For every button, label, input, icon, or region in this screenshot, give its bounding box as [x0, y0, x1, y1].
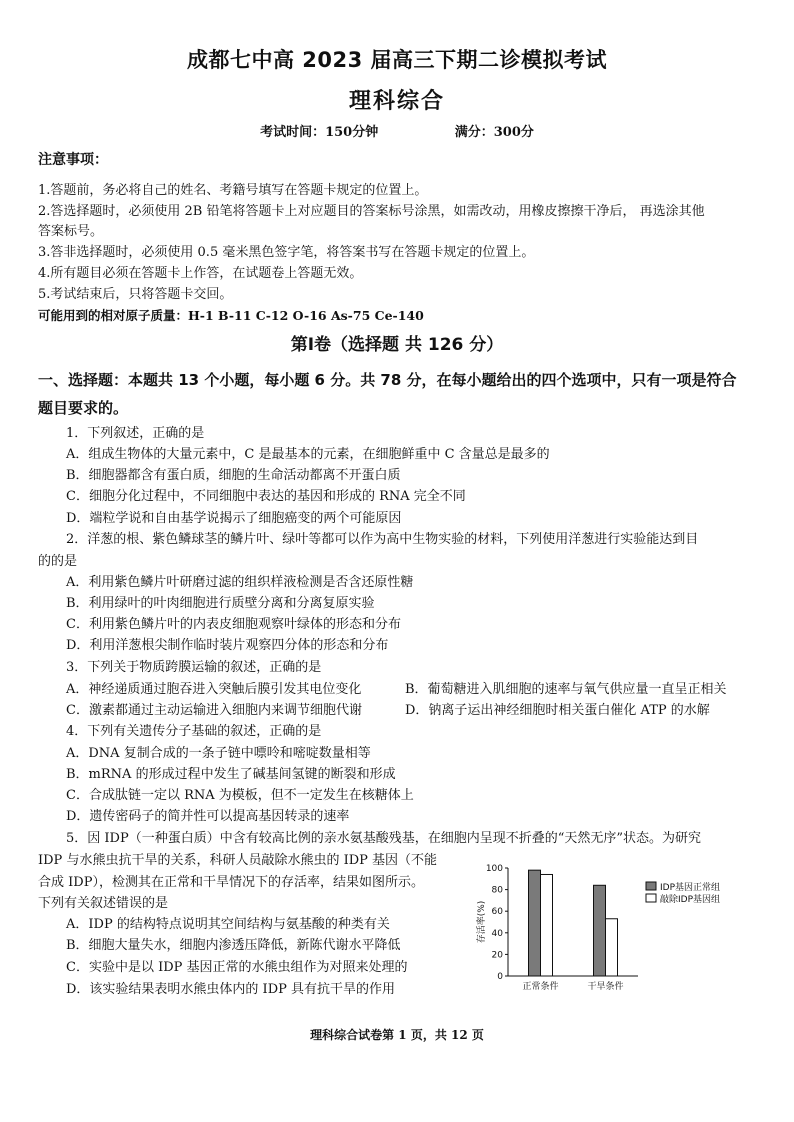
- q3-stem: 3．下列关于物质跨膜运输的叙述，正确的是: [66, 660, 322, 675]
- notice-line-2-cont: 答案标号。: [38, 224, 104, 239]
- q2-option-a: A．利用紫色鳞片叶研磨过滤的组织样液检测是否含还原性糖: [66, 575, 414, 590]
- atomic-masses: 可能用到的相对原子质量：H-1 B-11 C-12 O-16 As-75 Ce-140: [38, 308, 424, 323]
- q2-option-b: B．利用绿叶的叶肉细胞进行质壁分离和分离复原实验: [66, 596, 375, 611]
- bar-idp-knockout-0: [541, 874, 553, 976]
- exam-meta: [0, 121, 794, 140]
- y-tick-label: 0: [497, 972, 503, 982]
- notice-line-1: 1.答题前，务必将自己的姓名、考籍号填写在答题卡规定的位置上。: [38, 183, 428, 198]
- exam-title: 成都七中高 2023 届高三下期二诊模拟考试: [186, 48, 608, 72]
- legend-swatch: [646, 894, 656, 902]
- q3-option-c: C．激素都通过主动运输进入细胞内来调节细胞代谢: [66, 703, 362, 718]
- q1-option-d: D．端粒学说和自由基学说揭示了细胞癌变的两个可能原因: [66, 511, 402, 526]
- q4-stem: 4．下列有关遗传分子基础的叙述，正确的是: [66, 724, 322, 739]
- q2-option-d: D．利用洋葱根尖制作临时装片观察四分体的形态和分布: [66, 638, 389, 653]
- section-instruction-cont: 题目要求的。: [38, 399, 129, 417]
- y-axis-label: 存活率(%): [477, 900, 487, 944]
- q2-stem: 2．洋葱的根、紫色鳞球茎的鳞片叶、绿叶等都可以作为高中生物实验的材料，下列使用洋葱进行实验能达到目: [66, 532, 699, 547]
- q2-option-c: C．利用紫色鳞片叶的内表皮细胞观察叶绿体的形态和分布: [66, 617, 401, 632]
- bar-idp-knockout-1: [606, 919, 618, 976]
- bar-idp-normal-1: [594, 885, 606, 976]
- exam-score: 满分：300分: [454, 125, 534, 140]
- q4-option-a: A．DNA 复制合成的一条子链中嘌呤和嘧啶数量相等: [66, 746, 371, 761]
- page-footer: 理科综合试卷第 1 页，共 12 页: [310, 1028, 484, 1042]
- q4-option-c: C．合成肽链一定以 RNA 为模板，但不一定发生在核糖体上: [66, 788, 414, 803]
- notice-line-3: 3.答非选择题时，必须使用 0.5 毫米黑色签字笔，将答案书写在答题卡规定的位置上。: [38, 245, 535, 260]
- q3-option-a: A．神经递质通过胞吞进入突触后膜引发其电位变化: [66, 682, 362, 697]
- section-title: 第Ⅰ卷（选择题 共 126 分）: [290, 335, 504, 355]
- legend-label: 敲除IDP基因组: [660, 895, 721, 905]
- q5-option-d: D．该实验结果表明水熊虫体内的 IDP 具有抗干旱的作用: [66, 982, 395, 997]
- exam-time: 考试时间：150分钟: [260, 125, 379, 140]
- q1-option-c: C．细胞分化过程中，不同细胞中表达的基因和形成的 RNA 完全不同: [66, 489, 466, 504]
- q5-option-c: C．实验中是以 IDP 基因正常的水熊虫组作为对照来处理的: [66, 960, 408, 975]
- q1-option-b: B．细胞器都含有蛋白质，细胞的生命活动都离不开蛋白质: [66, 468, 401, 483]
- q5-stem: 5．因 IDP（一种蛋白质）中含有较高比例的亲水氨基酸残基，在细胞内呈现不折叠的“天然无序”状态。为研究: [66, 831, 702, 846]
- q5-option-a: A．IDP 的结构特点说明其空间结构与氨基酸的种类有关: [66, 917, 390, 932]
- y-tick-label: 100: [485, 864, 503, 874]
- x-tick-label: 干旱条件: [587, 982, 624, 992]
- section-instruction: 一、选择题：本题共 13 个小题，每小题 6 分。共 78 分，在每小题给出的四个选项中，只有一项是符合: [38, 371, 737, 389]
- survival-bar-chart: [470, 858, 770, 998]
- legend-swatch: [646, 882, 656, 890]
- q4-option-b: B．mRNA 的形成过程中发生了碱基间氢键的断裂和形成: [66, 767, 396, 782]
- q3-option-d: D．钠离子运出神经细胞时相关蛋白催化 ATP 的水解: [405, 703, 710, 718]
- q5-stem-cont-3: 下列有关叙述错误的是: [38, 896, 169, 911]
- q4-option-d: D．遗传密码子的简并性可以提高基因转录的速率: [66, 809, 350, 824]
- notice-line-5: 5.考试结束后，只将答题卡交回。: [38, 287, 233, 302]
- y-tick-label: 40: [491, 928, 503, 939]
- q2-stem-cont: 的的是: [38, 554, 78, 569]
- y-tick-label: 20: [491, 950, 503, 961]
- notice-heading: 注意事项：: [38, 152, 108, 168]
- bar-idp-normal-0: [529, 870, 541, 976]
- notice-line-2: 2.答选择题时，必须使用 2B 铅笔将答题卡上对应题目的答案标号涂黑，如需改动，用橡皮擦擦干净后， 再选涂其他: [38, 204, 705, 219]
- q1-option-a: A．组成生物体的大量元素中，C 是最基本的元素，在细胞鲜重中 C 含量总是最多的: [66, 447, 550, 462]
- q3-option-b: B．葡萄糖进入肌细胞的速率与氧气供应量一直呈正相关: [405, 682, 727, 697]
- y-tick-label: 80: [491, 885, 503, 896]
- legend-label: IDP基因正常组: [660, 883, 721, 893]
- q5-stem-cont-2: 合成 IDP），检测其在正常和干旱情况下的存活率，结果如图所示。: [38, 875, 424, 890]
- notice-line-4: 4.所有题目必须在答题卡上作答，在试题卷上答题无效。: [38, 266, 363, 281]
- q5-stem-cont-1: IDP 与水熊虫抗干旱的关系，科研人员敲除水熊虫的 IDP 基因（不能: [38, 853, 438, 868]
- y-tick-label: 60: [491, 907, 503, 918]
- exam-subject: 理科综合: [348, 89, 445, 114]
- x-tick-label: 正常条件: [522, 982, 559, 992]
- q1-stem: 1．下列叙述，正确的是: [66, 426, 205, 441]
- q5-option-b: B．细胞大量失水，细胞内渗透压降低，新陈代谢水平降低: [66, 938, 401, 953]
